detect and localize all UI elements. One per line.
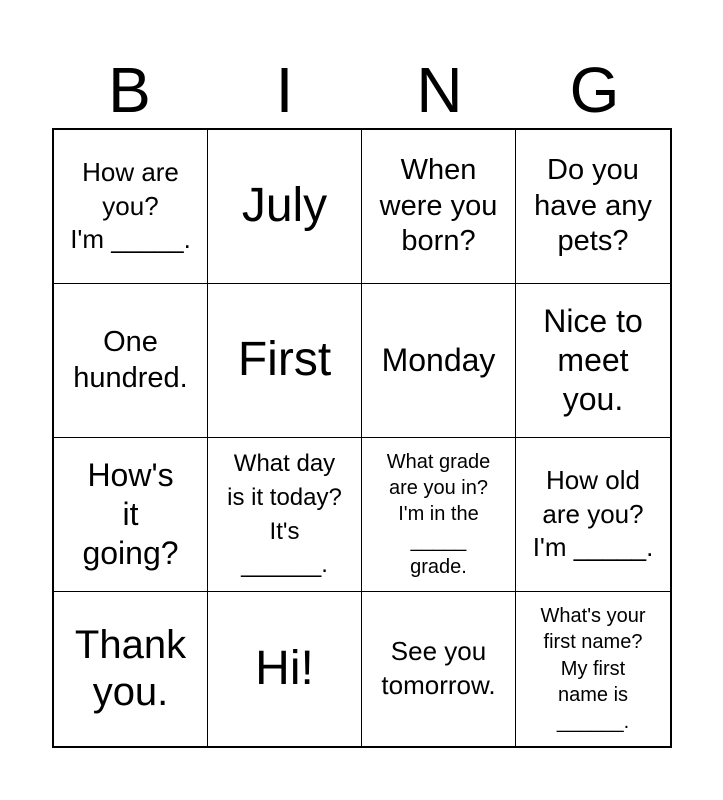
cell-text: First — [237, 333, 332, 387]
cell-text: How's it going? — [82, 456, 179, 572]
cell-text: Hi! — [255, 641, 314, 695]
header-letter-g: G — [569, 54, 620, 126]
cell-text: Nice to meet you. — [543, 302, 643, 418]
bingo-cell-r4c1 — [54, 592, 208, 746]
bingo-cell-r4c2 — [208, 592, 362, 746]
bingo-cell-r2c4 — [516, 284, 670, 438]
bingo-header — [52, 52, 672, 128]
bingo-cell-r1c1 — [54, 130, 208, 284]
cell-text: July — [241, 179, 328, 233]
bingo-cell-r2c1 — [54, 284, 208, 438]
bingo-cell-r2c2 — [208, 284, 362, 438]
bingo-cell-r2c3 — [362, 284, 516, 438]
cell-text: Thank you. — [74, 622, 187, 714]
bingo-cell-r1c3 — [362, 130, 516, 284]
cell-text: See you tomorrow. — [381, 636, 496, 700]
cell-text: When were you born? — [379, 154, 498, 258]
bingo-cell-r4c4 — [516, 592, 670, 746]
cell-text: What grade are you in? I'm in the _____ grade. — [386, 450, 491, 579]
cell-text: What day is it today? It's ______. — [227, 450, 342, 579]
cell-text: What's your first name? My first name is ______. — [540, 605, 646, 733]
bingo-cell-r3c1 — [54, 438, 208, 592]
bingo-card-grid — [52, 128, 672, 748]
cell-text: Monday — [381, 341, 496, 378]
bingo-cell-r1c2 — [208, 130, 362, 284]
cell-text: Do you have any pets? — [534, 154, 652, 258]
cell-text: One hundred. — [73, 326, 188, 394]
cell-text: How old are you? I'm _____. — [532, 464, 654, 563]
bingo-cell-r3c3 — [362, 438, 516, 592]
header-letter-i: I — [275, 54, 294, 126]
header-letter-n: N — [416, 54, 463, 126]
bingo-cell-r3c2 — [208, 438, 362, 592]
header-letter-b: B — [108, 54, 151, 126]
bingo-cell-r1c4 — [516, 130, 670, 284]
bingo-cell-r3c4 — [516, 438, 670, 592]
cell-text: How are you? I'm _____. — [70, 156, 191, 255]
bingo-cell-r4c3 — [362, 592, 516, 746]
